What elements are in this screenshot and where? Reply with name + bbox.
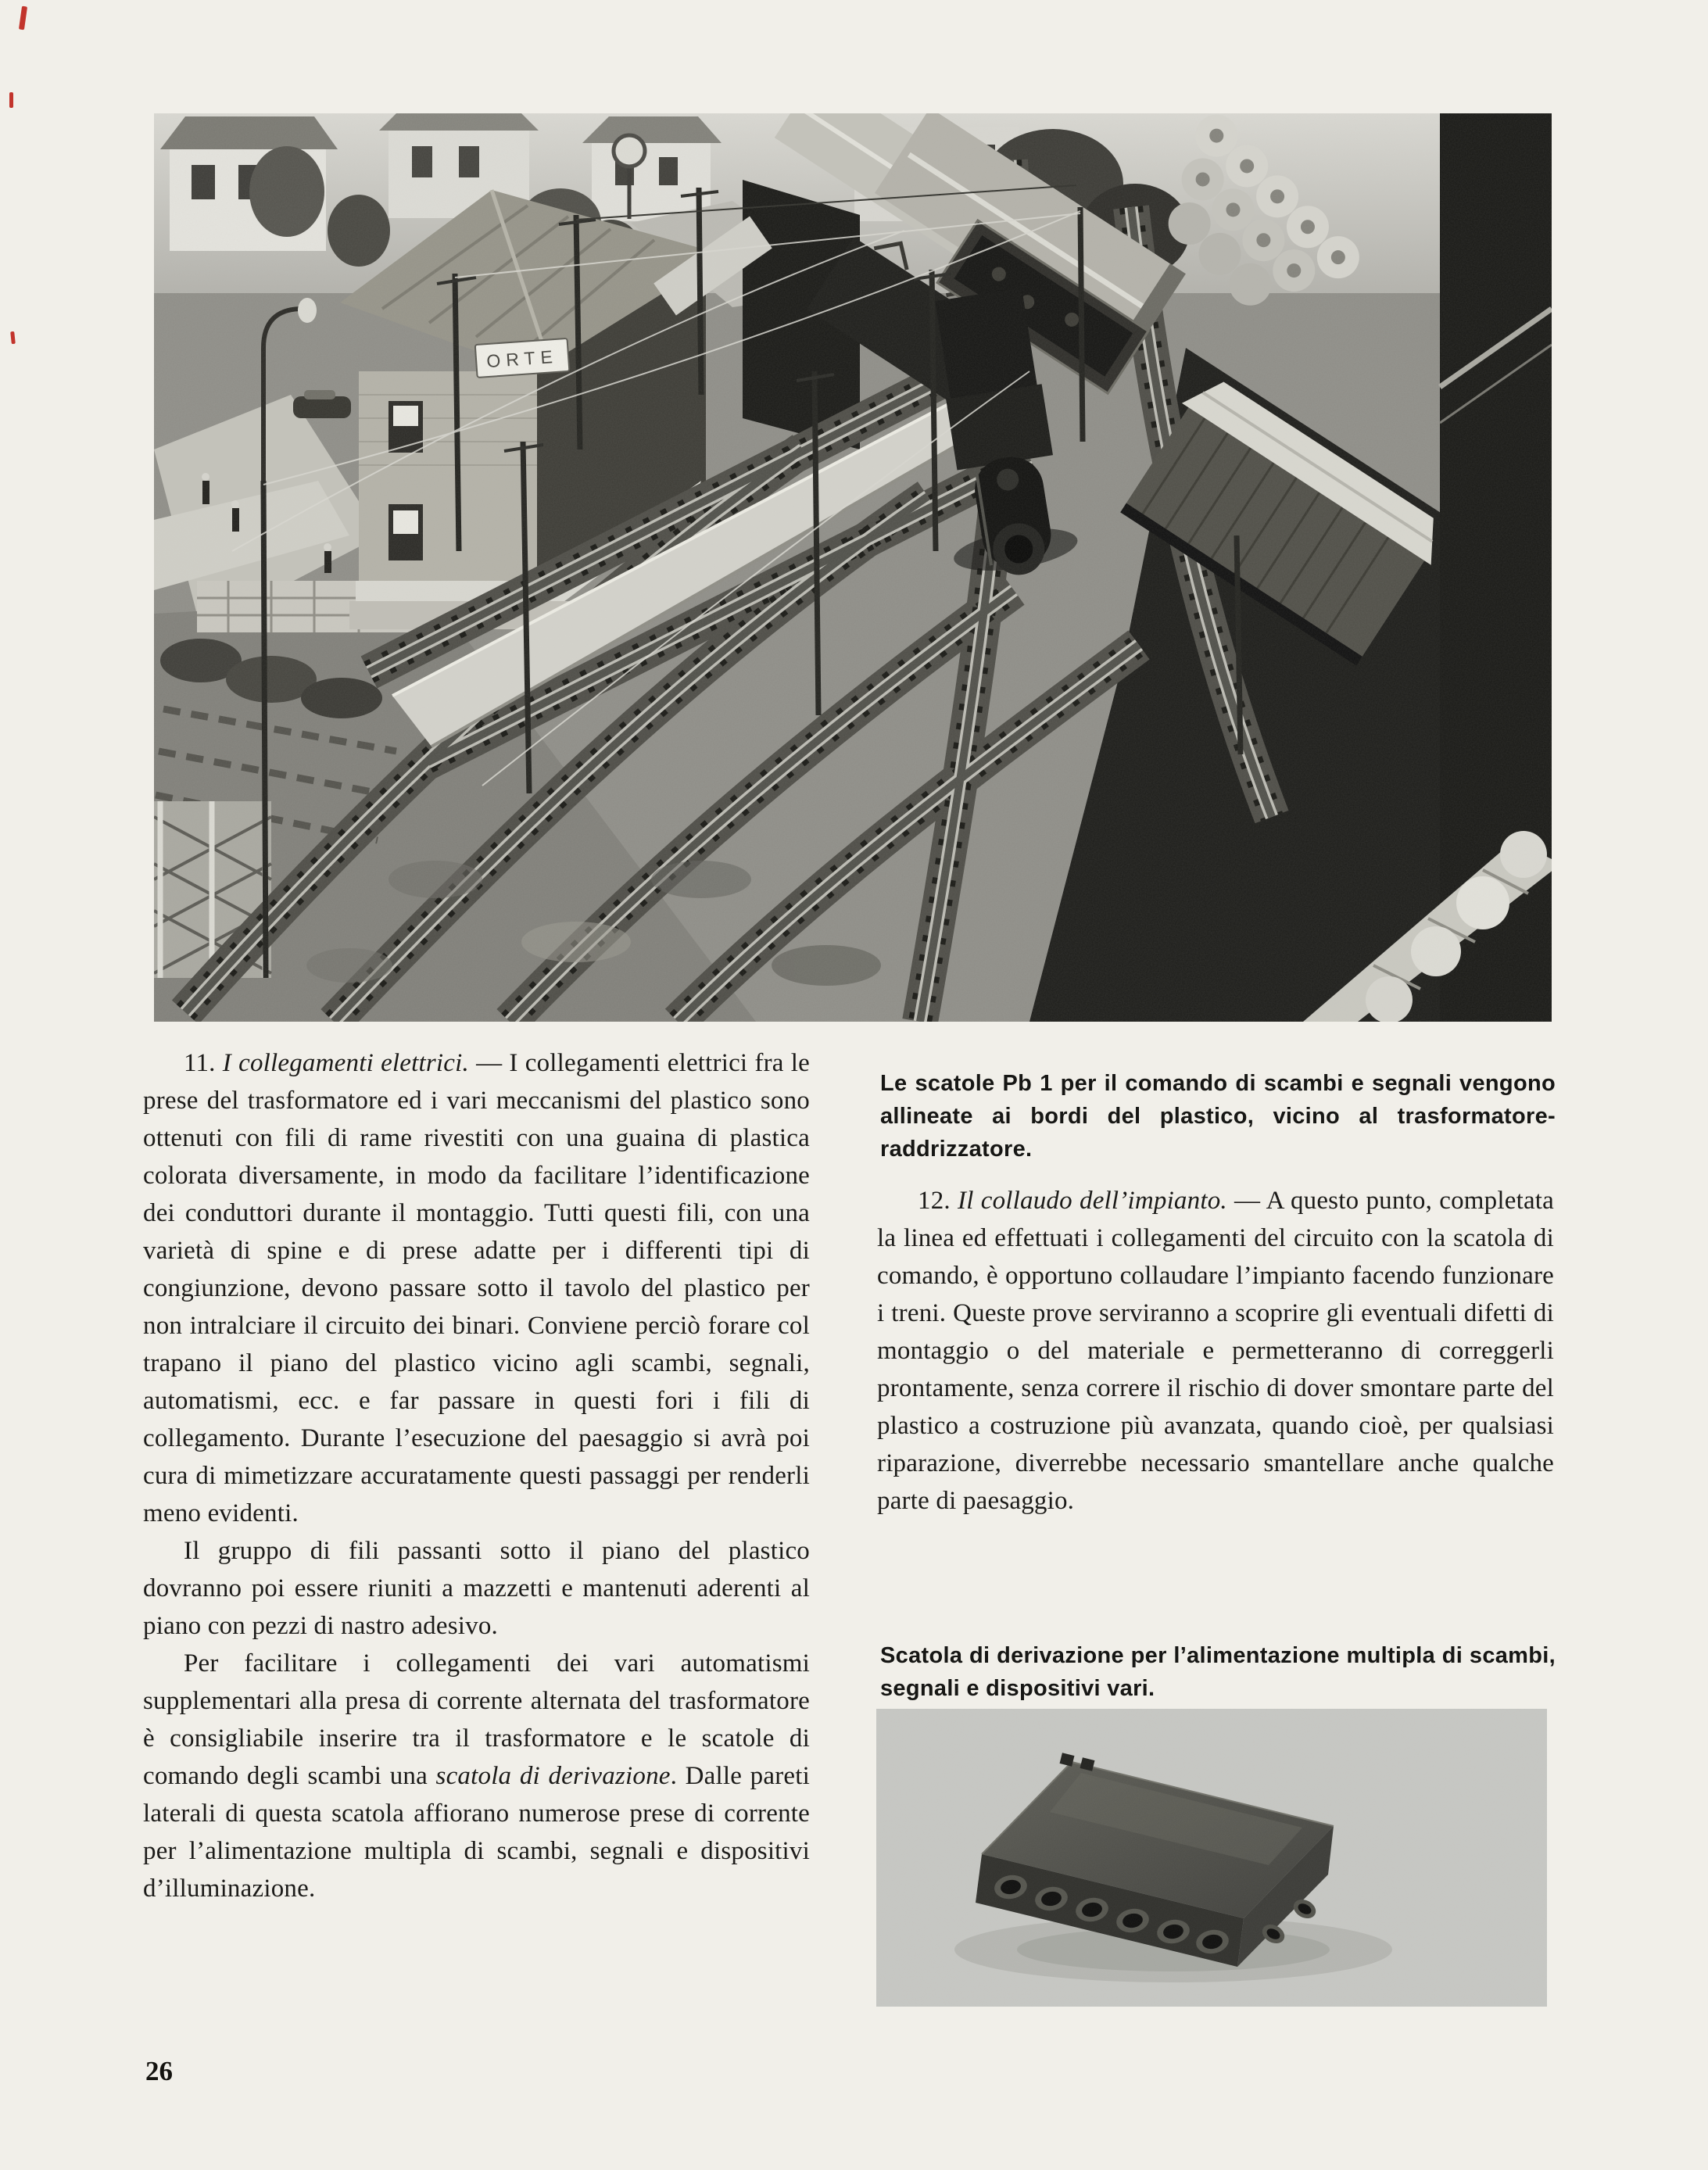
scan-artifact	[9, 92, 13, 108]
top-photo-model-railway	[154, 113, 1552, 1022]
paragraph-scatola	[143, 1645, 810, 1907]
scan-artifact	[10, 331, 16, 344]
scan-artifact	[19, 6, 27, 30]
paragraph-scatola-before: Per facilitare i collegamenti dei vari automatismi supplementari alla presa di corrente alternata del trasformatore è consigliabile inserire tra il trasformatore e le scatole di comando degli scambi una	[143, 1649, 810, 1790]
junction-box-illustration	[876, 1709, 1547, 2007]
right-column-paragraph-12	[877, 1182, 1554, 1520]
paragraph-scatola-after: . Dalle pareti laterali di questa scatola affiorano numerose prese di corrente per l’alimentazione multipla di scambi, segnali e dispositivi d’illuminazione.	[143, 1762, 810, 1903]
top-photo-illustration	[154, 113, 1552, 1022]
caption-bottom: Scatola di derivazione per l’alimentazione multipla di scambi, segnali e dispositivi vari.	[880, 1643, 1556, 1701]
paragraph-fili: Il gruppo di fili passanti sotto il piano del plastico dovranno poi essere riuniti a mazzetti e mantenuti aderenti al piano con pezzi di nastro adesivo.	[143, 1537, 810, 1640]
paragraph-scatola-italic: scatola di derivazione	[435, 1762, 671, 1790]
left-column	[143, 1044, 810, 1907]
page-number: 26	[145, 2056, 173, 2086]
section-number-11: 11.	[184, 1049, 216, 1077]
paragraph-12	[877, 1182, 1554, 1520]
paragraph-12-body: — A questo punto, completata la linea ed effettuati i collegamenti del circuito con la scatola di comando, è opportuno collaudare l’impianto facendo funzionare i treni. Queste prove serviranno a scoprire gli eventuali difetti di montaggio o del materiale e permetteranno di correggerli prontamente, senza correre il rischio di dover smontare parte del plastico a costruzione più avanzata, quando cioè, per qualsiasi riparazione, diverrebbe necessario smantellare anche qualche parte di paesaggio.	[877, 1187, 1555, 1515]
station-sign: ORTE	[485, 346, 559, 372]
caption-top: Le scatole Pb 1 per il comando di scambi e segnali vengono allineate ai bordi del plastico, vicino al trasformatore-raddrizzatore.	[880, 1071, 1556, 1162]
paragraph-11	[143, 1044, 810, 1532]
bottom-photo-junction-box	[876, 1709, 1547, 2007]
section-title-12: Il collaudo dell’impianto.	[950, 1187, 1227, 1215]
section-title-11: I collegamenti elettrici.	[215, 1049, 469, 1077]
paragraph-11-body: — I collegamenti elettrici fra le prese del trasformatore ed i vari meccanismi del plastico sono ottenuti con fili di rame rivestiti con una guaina di plastica colorata diversamente, in modo da facilitare l’identificazione dei conduttori durante il montaggio. Tutti questi fili, con una varietà di spine e di prese adatte per i differenti tipi di congiunzione, devono passare sotto il tavolo del plastico per non intralciare il circuito dei binari. Conviene perciò forare col trapano il piano del plastico vicino agli scambi, segnali, automatismi, ecc. e far passare in questi fori i fili di collegamento. Durante l’esecuzione del paesaggio si avrà poi cura di mimetizzare accuratamente questi passaggi per renderli meno evidenti.	[143, 1049, 811, 1527]
section-number-12: 12.	[918, 1187, 951, 1215]
